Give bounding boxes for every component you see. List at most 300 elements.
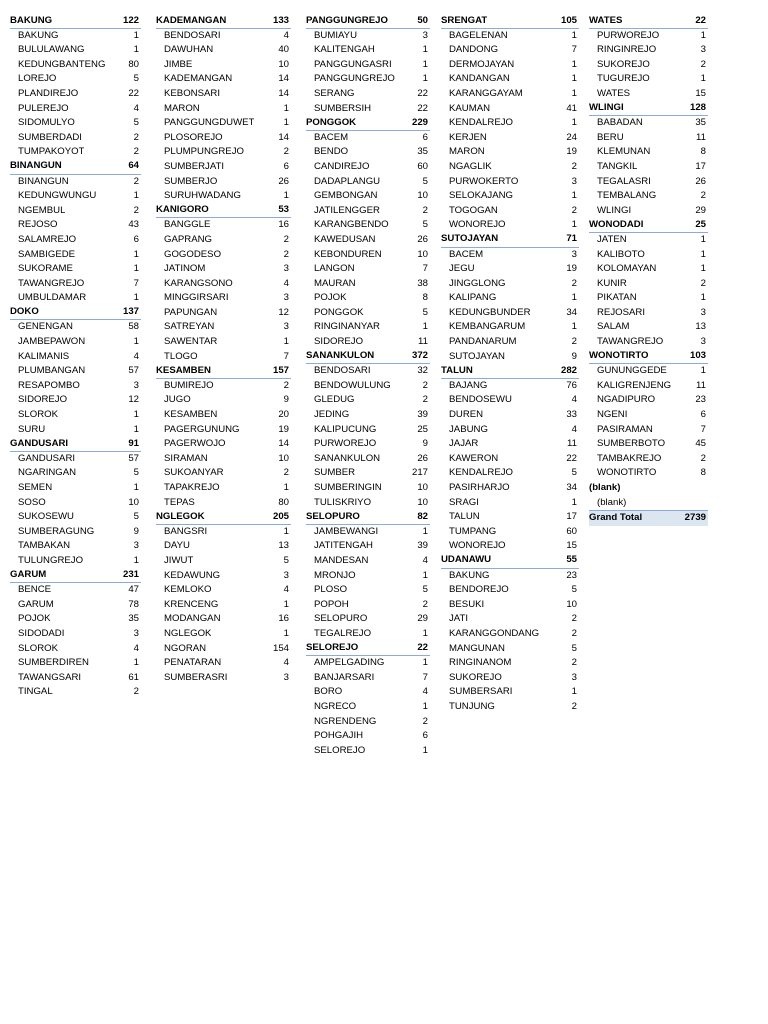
village-row xyxy=(156,248,291,263)
village-row-value: 1 xyxy=(422,525,428,537)
district-header xyxy=(441,14,579,29)
village-row xyxy=(589,175,708,190)
village-row-value: 7 xyxy=(283,350,289,362)
village-row xyxy=(306,525,430,540)
village-row xyxy=(10,218,141,233)
village-row xyxy=(10,642,141,657)
village-row-label: MARON xyxy=(449,146,485,158)
village-row-label: SUKOREJO xyxy=(449,671,502,683)
village-row-value: 2 xyxy=(133,686,139,698)
village-row xyxy=(441,145,579,160)
village-row-value: 3 xyxy=(700,44,706,56)
village-row-label: BINANGUN xyxy=(18,175,69,187)
village-row-label: PANGGUNGDUWET xyxy=(164,117,255,129)
village-row-value: 3 xyxy=(571,175,577,187)
village-row xyxy=(306,656,430,671)
village-row-label: MARON xyxy=(164,102,200,114)
village-row-value: 80 xyxy=(128,58,139,70)
district-header xyxy=(441,233,579,248)
district-header-label: KANIGORO xyxy=(156,204,209,216)
village-row xyxy=(156,262,291,277)
village-row xyxy=(306,729,430,744)
village-row-label: KALIMANIS xyxy=(18,350,70,362)
village-row xyxy=(441,569,579,584)
village-row-value: 10 xyxy=(278,452,289,464)
village-row-label: SEMEN xyxy=(18,482,53,493)
village-row-label: SALAM xyxy=(597,321,630,333)
village-row-value: 1 xyxy=(133,292,139,304)
village-row-label: SUMBERJO xyxy=(164,175,218,187)
village-row xyxy=(306,175,430,190)
village-row-label: MANDESAN xyxy=(314,554,369,566)
village-row-value: 5 xyxy=(571,584,577,596)
village-row-value: 22 xyxy=(566,452,577,464)
village-row-value: 6 xyxy=(133,233,139,245)
district-header xyxy=(156,364,291,379)
village-row-label: KARANGBENDO xyxy=(314,219,389,231)
village-row-label: TULISKRIYO xyxy=(314,496,372,508)
village-row-label: TALUN xyxy=(449,511,480,523)
district-header xyxy=(306,510,430,525)
village-row-value: 2 xyxy=(283,379,289,391)
village-row-value: 60 xyxy=(566,525,577,537)
village-row-label: JAMBEWANGI xyxy=(314,525,379,537)
village-row-label: KARANGGAYAM xyxy=(449,87,523,99)
village-row-label: BENCE xyxy=(18,584,52,596)
village-row-value: 7 xyxy=(700,423,706,435)
district-header-value: 22 xyxy=(695,14,706,26)
village-row-label: PAGERWOJO xyxy=(164,438,226,450)
village-row-label: BABADAN xyxy=(597,117,643,129)
village-row xyxy=(10,175,141,190)
village-row-value: 2 xyxy=(571,613,577,625)
village-row-value: 14 xyxy=(278,87,289,99)
village-row xyxy=(306,452,430,467)
village-row-label: TUNJUNG xyxy=(449,700,495,712)
village-row-label: SIDOREJO xyxy=(18,394,68,406)
village-row-label: NGLEGOK xyxy=(164,627,212,639)
village-row-value: 1 xyxy=(422,700,428,712)
village-row xyxy=(306,131,430,146)
village-row xyxy=(156,116,291,131)
village-row-value: 2 xyxy=(571,336,577,348)
village-row-value: 1 xyxy=(422,321,428,333)
village-row-value: 5 xyxy=(133,117,139,129)
village-row-value: 3 xyxy=(283,321,289,333)
village-row xyxy=(306,291,430,306)
village-row-value: 3 xyxy=(700,306,706,318)
village-row-label: SUTOJAYAN xyxy=(449,350,505,362)
village-row-label: MINGGIRSARI xyxy=(164,292,229,304)
village-row xyxy=(441,204,579,219)
village-row xyxy=(441,598,579,613)
district-header-label: KESAMBEN xyxy=(156,364,211,376)
village-row xyxy=(156,291,291,306)
district-header-label: DOKO xyxy=(10,306,39,318)
village-row xyxy=(10,408,141,423)
village-row xyxy=(441,481,579,496)
village-row xyxy=(589,248,708,263)
village-row-label: BENDOSARI xyxy=(314,365,371,377)
village-row-value: 22 xyxy=(417,102,428,114)
village-row-label: JATITENGAH xyxy=(314,540,373,552)
village-row xyxy=(156,393,291,408)
village-row xyxy=(10,466,141,481)
village-row-value: 17 xyxy=(695,160,706,172)
village-row-value: 58 xyxy=(128,321,139,333)
village-row xyxy=(589,131,708,146)
village-row-value: 15 xyxy=(566,540,577,552)
village-row-value: 4 xyxy=(133,642,139,654)
village-row xyxy=(441,350,579,365)
village-row xyxy=(306,262,430,277)
village-row-label: NGRENDENG xyxy=(314,715,377,727)
village-row xyxy=(441,291,579,306)
village-row-value: 2 xyxy=(283,146,289,158)
village-row xyxy=(10,393,141,408)
village-row-label: PLUMPUNGREJO xyxy=(164,146,244,158)
district-header-value: 53 xyxy=(278,204,289,216)
village-row xyxy=(589,204,708,219)
village-row xyxy=(10,145,141,160)
village-row-value: 5 xyxy=(283,554,289,566)
village-row-value: 11 xyxy=(696,379,706,391)
village-row xyxy=(441,58,579,73)
village-row xyxy=(306,335,430,350)
district-header-label: WATES xyxy=(589,14,623,26)
village-row-value: 1 xyxy=(700,233,706,245)
village-row-label: KALIPUCUNG xyxy=(314,423,377,435)
village-row xyxy=(441,29,579,44)
village-row-value: 1 xyxy=(571,219,577,231)
village-row-value: 1 xyxy=(283,336,289,348)
village-row xyxy=(441,671,579,686)
village-row-label: SUKOSEWU xyxy=(18,511,74,523)
village-row xyxy=(589,335,708,350)
village-row-label: LOREJO xyxy=(18,73,57,85)
village-row-label: GOGODESO xyxy=(164,248,222,260)
village-row xyxy=(589,466,708,481)
village-row-value: 2 xyxy=(422,394,428,406)
village-row xyxy=(10,233,141,248)
village-row xyxy=(10,116,141,131)
village-row-label: TANGKIL xyxy=(597,160,638,172)
village-row-value: 78 xyxy=(128,598,139,610)
village-row-value: 17 xyxy=(566,511,577,523)
village-row xyxy=(306,481,430,496)
village-row-label: DERMOJAYAN xyxy=(449,58,515,70)
village-row-value: 4 xyxy=(422,554,428,566)
village-row-label: SUKORAME xyxy=(18,263,73,275)
village-row xyxy=(441,642,579,657)
district-header xyxy=(156,204,291,219)
village-row xyxy=(589,72,708,87)
village-row-label: RESAPOMBO xyxy=(18,379,80,391)
village-row xyxy=(306,496,430,511)
village-row xyxy=(306,423,430,438)
village-row-label: KADEMANGAN xyxy=(164,73,233,85)
village-row-value: 16 xyxy=(278,219,289,231)
village-row-label: SUMBERAGUNG xyxy=(18,525,95,537)
district-header-value: 229 xyxy=(411,116,428,128)
village-row-label: BAKUNG xyxy=(18,29,59,41)
village-row xyxy=(156,671,291,686)
village-row-label: KEMBANGARUM xyxy=(449,321,526,333)
district-header xyxy=(306,642,430,657)
village-row-label: KANDANGAN xyxy=(449,73,510,85)
village-row xyxy=(10,335,141,350)
village-row-value: 10 xyxy=(128,496,139,508)
village-row xyxy=(10,72,141,87)
village-row-value: 15 xyxy=(695,87,706,99)
village-row-value: 5 xyxy=(422,175,428,187)
village-row xyxy=(10,262,141,277)
village-row xyxy=(306,379,430,394)
village-row-value: 1 xyxy=(422,627,428,639)
village-row-value: 45 xyxy=(695,438,706,450)
village-row xyxy=(441,277,579,292)
blank-header xyxy=(589,481,708,496)
village-row xyxy=(441,175,579,190)
village-row xyxy=(156,496,291,511)
village-row xyxy=(10,29,141,44)
village-row-value: 1 xyxy=(133,423,139,435)
village-row xyxy=(156,379,291,394)
village-row-value: 10 xyxy=(417,482,428,493)
village-row xyxy=(10,277,141,292)
village-row-value: 19 xyxy=(566,263,577,275)
district-header-value: 50 xyxy=(417,14,428,26)
village-row-label: SUMBERINGIN xyxy=(314,482,382,493)
village-row-value: 34 xyxy=(566,482,577,493)
village-row-label: SAMBIGEDE xyxy=(18,248,76,260)
village-row-label: BAJANG xyxy=(449,379,488,391)
village-row xyxy=(156,58,291,73)
village-row xyxy=(306,145,430,160)
village-row-value: 14 xyxy=(278,73,289,85)
village-row-value: 2 xyxy=(422,598,428,610)
village-row-value: 16 xyxy=(278,613,289,625)
village-row xyxy=(156,335,291,350)
village-row xyxy=(156,423,291,438)
village-row-label: SUMBER xyxy=(314,467,356,479)
village-row-label: PANGGUNGASRI xyxy=(314,58,392,70)
village-row-label: KENDALREJO xyxy=(449,467,513,479)
village-row xyxy=(306,218,430,233)
village-row xyxy=(306,437,430,452)
village-row xyxy=(156,87,291,102)
village-row-label: TAWANGSARI xyxy=(18,671,82,683)
village-row-value: 43 xyxy=(128,219,139,231)
district-header xyxy=(589,218,708,233)
village-row-label: DAWUHAN xyxy=(164,44,214,56)
village-row xyxy=(306,700,430,715)
village-row-value: 60 xyxy=(417,160,428,172)
village-row xyxy=(10,204,141,219)
village-row xyxy=(441,102,579,117)
village-row-label: TEGALREJO xyxy=(314,627,372,639)
village-row-value: 1 xyxy=(133,29,139,41)
village-row-value: 1 xyxy=(133,554,139,566)
district-header xyxy=(441,554,579,569)
village-row xyxy=(10,452,141,467)
village-row-label: SUKOREJO xyxy=(597,58,650,70)
village-row-label: BULULAWANG xyxy=(18,44,85,56)
village-row xyxy=(156,525,291,540)
village-row xyxy=(10,554,141,569)
village-row-label: TOGOGAN xyxy=(449,204,498,216)
village-row-label: PLANDIREJO xyxy=(18,87,79,99)
village-row-value: 9 xyxy=(283,394,289,406)
village-row xyxy=(306,102,430,117)
village-row-label: DANDONG xyxy=(449,44,499,56)
village-row-value: 1 xyxy=(133,657,139,669)
village-row-label: REJOSO xyxy=(18,219,58,231)
village-row-label: RINGINANYAR xyxy=(314,321,380,333)
district-header-label: WLINGI xyxy=(589,102,624,114)
district-header xyxy=(306,350,430,365)
village-row-value: 1 xyxy=(571,190,577,202)
village-row xyxy=(10,350,141,365)
village-row-label: PURWOREJO xyxy=(314,438,377,450)
village-row-value: 13 xyxy=(695,321,706,333)
village-row-label: POJOK xyxy=(18,613,51,625)
village-row-label: JABUNG xyxy=(449,423,488,435)
village-row-label: GARUM xyxy=(18,598,54,610)
village-row-label: MRONJO xyxy=(314,569,356,581)
village-row-label: GLEDUG xyxy=(314,394,355,406)
village-row-label: SUMBERSARI xyxy=(449,686,513,698)
village-row-label: BENDOREJO xyxy=(449,584,509,596)
village-row xyxy=(10,291,141,306)
village-row-label: MODANGAN xyxy=(164,613,221,625)
village-row-label: PANGGUNGREJO xyxy=(314,73,395,85)
village-row-label: PIKATAN xyxy=(597,292,637,304)
village-row-label: JATI xyxy=(449,613,469,625)
village-row xyxy=(156,175,291,190)
village-row-label: JIWUT xyxy=(164,554,194,566)
village-row xyxy=(441,393,579,408)
village-row-label: WLINGI xyxy=(597,204,632,216)
village-row-label: WONOREJO xyxy=(449,219,506,231)
village-row xyxy=(10,496,141,511)
village-row-value: 1 xyxy=(422,744,428,756)
village-row-label: SLOROK xyxy=(18,642,58,654)
district-header-value: 71 xyxy=(566,233,577,245)
district-header xyxy=(441,364,579,379)
village-row-value: 3 xyxy=(283,671,289,683)
district-header-label: SUTOJAYAN xyxy=(441,233,499,245)
village-row-label: DADAPLANGU xyxy=(314,175,381,187)
village-row-label: CANDIREJO xyxy=(314,160,370,172)
village-row-value: 1 xyxy=(283,102,289,114)
village-row-value: 23 xyxy=(695,394,706,406)
village-row-label: BANGSRI xyxy=(164,525,208,537)
village-row-label: WATES xyxy=(597,87,631,99)
village-row-value: 61 xyxy=(128,671,139,683)
village-row xyxy=(306,160,430,175)
village-row-value: 4 xyxy=(571,423,577,435)
village-row-label: KAWEDUSAN xyxy=(314,233,376,245)
village-row xyxy=(441,379,579,394)
village-row xyxy=(156,320,291,335)
village-row-value: 1 xyxy=(571,58,577,70)
village-row xyxy=(156,554,291,569)
district-header-value: 205 xyxy=(272,510,289,522)
district-header-value: 22 xyxy=(417,642,428,654)
village-row-label: LANGON xyxy=(314,263,355,275)
village-row-label: SIDODADI xyxy=(18,627,65,639)
village-row xyxy=(589,116,708,131)
village-row-value: 25 xyxy=(417,423,428,435)
village-row xyxy=(10,598,141,613)
village-row-value: 4 xyxy=(283,584,289,596)
village-row-label: DAYU xyxy=(164,540,190,552)
village-row-label: SIRAMAN xyxy=(164,452,208,464)
village-row-value: 3 xyxy=(283,569,289,581)
village-row xyxy=(306,277,430,292)
district-header xyxy=(306,116,430,131)
village-row-value: 6 xyxy=(422,730,428,742)
village-row-value: 2 xyxy=(422,204,428,216)
village-row xyxy=(10,656,141,671)
village-row-value: 12 xyxy=(128,394,139,406)
village-row-label: SUMBERDIREN xyxy=(18,657,89,669)
village-row xyxy=(306,612,430,627)
village-row-value: 217 xyxy=(411,467,428,479)
village-row-label: JEGU xyxy=(449,263,475,275)
district-header-value: 372 xyxy=(411,350,428,362)
village-row-label: TAWANGREJO xyxy=(597,336,664,348)
village-row-value: 26 xyxy=(417,233,428,245)
village-row-value: 20 xyxy=(278,409,289,421)
village-row xyxy=(306,58,430,73)
village-row-label: KARANGSONO xyxy=(164,277,233,289)
village-row xyxy=(441,248,579,263)
village-row-label: JATILENGGER xyxy=(314,204,380,216)
village-row-value: 4 xyxy=(283,29,289,41)
village-row-value: 1 xyxy=(700,73,706,85)
village-row-label: BERU xyxy=(597,131,624,143)
village-row-value: 1 xyxy=(283,598,289,610)
village-row-label: KEMLOKO xyxy=(164,584,212,596)
village-row xyxy=(441,466,579,481)
village-row xyxy=(589,262,708,277)
village-row xyxy=(306,554,430,569)
blank-header-label: (blank) xyxy=(589,482,621,493)
village-row xyxy=(306,233,430,248)
table-column xyxy=(441,14,579,715)
village-row-label: BUMIREJO xyxy=(164,379,214,391)
village-row-label: SUKOANYAR xyxy=(164,467,224,479)
village-row-label: KALIPANG xyxy=(449,292,497,304)
table-column xyxy=(10,14,141,700)
village-row xyxy=(441,627,579,642)
village-row-value: 2 xyxy=(133,131,139,143)
village-row-label: KENDALREJO xyxy=(449,117,513,129)
village-row-label: SERANG xyxy=(314,87,355,99)
village-row xyxy=(306,43,430,58)
village-row xyxy=(10,481,141,496)
village-row-value: 2 xyxy=(283,467,289,479)
village-row-value: 5 xyxy=(422,306,428,318)
village-row-value: 9 xyxy=(571,350,577,362)
village-row-value: 19 xyxy=(278,423,289,435)
village-row-label: PENATARAN xyxy=(164,657,222,669)
village-row-label: KEDAWUNG xyxy=(164,569,221,581)
village-row xyxy=(306,204,430,219)
village-row xyxy=(441,700,579,715)
